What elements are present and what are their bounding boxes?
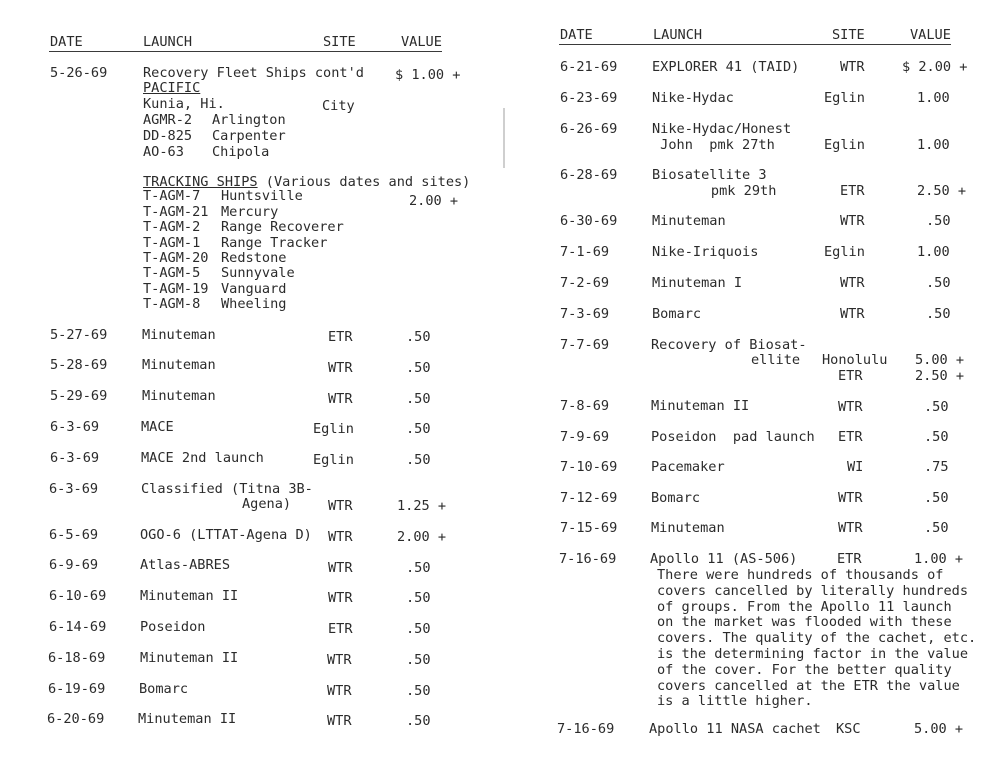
row-value: .50 xyxy=(406,621,431,637)
row-site: WTR xyxy=(327,683,352,699)
row-launch: Nike-Hydac xyxy=(652,90,734,106)
entry-launch: Recovery Fleet Ships cont'd xyxy=(143,65,364,81)
row-value: .50 xyxy=(406,329,431,345)
ship-code: T-AGM-7 xyxy=(143,188,201,204)
row-date: 6-14-69 xyxy=(49,619,107,635)
row-value: 1.00 + xyxy=(914,551,964,567)
row-date: 7-16-69 xyxy=(557,721,615,737)
row-site: Honolulu xyxy=(822,352,888,368)
row-date: 6-28-69 xyxy=(560,167,618,183)
ship-code: T-AGM-2 xyxy=(143,219,201,235)
row-value: .75 xyxy=(924,459,949,475)
row-launch: Recovery of Biosat- xyxy=(651,337,807,353)
row-date: 7-8-69 xyxy=(560,398,610,414)
row-site: ETR xyxy=(837,551,862,567)
row-value: .50 xyxy=(924,490,949,506)
row-date: 6-23-69 xyxy=(560,90,618,106)
header-rule xyxy=(559,44,951,45)
row-value: .50 xyxy=(406,713,431,729)
row-date: 7-10-69 xyxy=(560,459,618,475)
header-site: SITE xyxy=(323,34,356,50)
kunia-site: City xyxy=(322,98,355,114)
row-launch: Poseidon xyxy=(140,619,206,635)
row-launch: EXPLORER 41 (TAID) xyxy=(652,59,800,75)
row-date: 7-9-69 xyxy=(560,429,610,445)
row-launch-cont: Agena) xyxy=(242,496,292,512)
row-launch: MACE 2nd launch xyxy=(141,450,264,466)
row-value: 1.00 xyxy=(917,90,950,106)
header-value: VALUE xyxy=(401,34,442,50)
ship-code: T-AGM-20 xyxy=(143,250,209,266)
row-date: 7-2-69 xyxy=(560,275,610,291)
row-launch: Minuteman xyxy=(142,357,216,373)
row-site: WTR xyxy=(328,360,353,376)
row-date: 6-10-69 xyxy=(49,588,107,604)
row-site: WTR xyxy=(328,560,353,576)
row-launch-cont: ellite xyxy=(751,352,801,368)
ship-name: Arlington xyxy=(212,112,286,128)
ship-code: T-AGM-5 xyxy=(143,265,201,281)
row-date: 6-19-69 xyxy=(48,681,106,697)
header-date: DATE xyxy=(560,27,593,43)
row-date: 7-3-69 xyxy=(560,306,610,322)
row-date: 6-26-69 xyxy=(560,121,618,137)
row-date: 6-20-69 xyxy=(47,711,105,727)
ship-name: Vanguard xyxy=(221,281,287,297)
row-value: .50 xyxy=(406,421,431,437)
row-site: WTR xyxy=(840,275,865,291)
row-date: 6-30-69 xyxy=(560,213,618,229)
row-launch: OGO-6 (LTTAT-Agena D) xyxy=(140,527,312,543)
header-launch: LAUNCH xyxy=(653,27,703,43)
row-date: 7-1-69 xyxy=(560,244,610,260)
ship-name: Redstone xyxy=(221,250,287,266)
row-site: WTR xyxy=(838,399,863,415)
row-site: Eglin xyxy=(313,421,354,437)
row-value: .50 xyxy=(406,683,431,699)
row-launch: Poseidon pad launch xyxy=(651,429,815,445)
row-launch-cont: pmk 29th xyxy=(670,183,777,199)
row-launch: Nike-Hydac/Honest xyxy=(652,121,792,137)
row-value: .50 xyxy=(926,213,951,229)
ship-name: Range Recoverer xyxy=(221,219,344,235)
row-site: WTR xyxy=(838,490,863,506)
row-value: 1.00 xyxy=(917,137,950,153)
row-value: 1.00 xyxy=(917,244,950,260)
row-date: 5-27-69 xyxy=(50,327,108,343)
row-site: WTR xyxy=(328,590,353,606)
ship-name: Wheeling xyxy=(221,296,287,312)
row-value: .50 xyxy=(406,452,431,468)
row-launch: Classified (Titna 3B- xyxy=(141,481,313,497)
row-site: WTR xyxy=(327,652,352,668)
row-launch: Bomarc xyxy=(652,306,702,322)
ship-name: Huntsville xyxy=(221,188,303,204)
tracking-value: 2.00 + xyxy=(409,193,459,209)
row-launch: Minuteman xyxy=(651,520,725,536)
row-site: WTR xyxy=(328,391,353,407)
header-rule xyxy=(49,51,442,52)
row-launch: Apollo 11 (AS-506) xyxy=(650,551,798,567)
row-value: .50 xyxy=(406,652,431,668)
ship-code: AO-63 xyxy=(143,144,184,160)
row-value: .50 xyxy=(926,306,951,322)
row-date: 7-15-69 xyxy=(560,520,618,536)
row-date: 6-18-69 xyxy=(48,650,106,666)
row-date: 7-7-69 xyxy=(560,337,610,353)
tracking-note: (Various dates and sites) xyxy=(257,174,471,190)
row-site-second: ETR xyxy=(838,368,863,384)
row-value: .50 xyxy=(924,399,949,415)
row-launch: MACE xyxy=(141,419,174,435)
row-site: ETR xyxy=(328,329,353,345)
ship-name: Carpenter xyxy=(212,128,286,144)
apollo-note: There were hundreds of thousands of covers cancelled by literally hundreds of groups. From the Apollo 11 launch on the market was flooded with these covers. The quality of the cachet, etc. is the determining factor in the value of the cover. For the better quality covers cancelled at the ETR the value is a little higher. xyxy=(657,567,977,710)
row-site: WTR xyxy=(328,498,353,514)
row-value: 1.25 + xyxy=(397,498,447,514)
row-date: 6-3-69 xyxy=(50,450,100,466)
row-site: WTR xyxy=(327,713,352,729)
kunia-location: Kunia, Hi. xyxy=(143,96,225,112)
row-value: .50 xyxy=(406,590,431,606)
row-value: 5.00 + xyxy=(914,721,964,737)
ship-code: T-AGM-21 xyxy=(143,204,209,220)
row-site: WTR xyxy=(840,306,865,322)
entry-value: $ 1.00 + xyxy=(395,67,461,83)
row-site: ETR xyxy=(840,183,865,199)
ship-code: T-AGM-19 xyxy=(143,281,209,297)
ship-code: T-AGM-1 xyxy=(143,235,201,251)
row-value: .50 xyxy=(406,391,431,407)
row-site: KSC xyxy=(836,721,861,737)
ship-code: DD-825 xyxy=(143,128,193,144)
ship-name: Chipola xyxy=(212,144,270,160)
row-launch: Apollo 11 NASA cachet xyxy=(649,721,821,737)
row-value: 5.00 + xyxy=(915,352,965,368)
row-launch: Pacemaker xyxy=(651,459,725,475)
row-launch: Minuteman II xyxy=(651,398,750,414)
ship-code: AGMR-2 xyxy=(143,112,193,128)
row-date: 6-3-69 xyxy=(49,481,99,497)
row-site: Eglin xyxy=(824,137,865,153)
row-launch: Nike-Iriquois xyxy=(652,244,759,260)
row-launch: Bomarc xyxy=(139,681,189,697)
row-launch: Minuteman xyxy=(652,213,726,229)
row-date: 5-29-69 xyxy=(50,388,108,404)
tracking-title: TRACKING SHIPS xyxy=(143,174,258,190)
row-launch: Minuteman xyxy=(142,327,216,343)
row-value: 2.00 + xyxy=(397,529,447,545)
header-site: SITE xyxy=(832,27,865,43)
row-site: WTR xyxy=(840,59,865,75)
row-date: 6-21-69 xyxy=(560,59,618,75)
row-value: $ 2.00 + xyxy=(902,59,968,75)
row-value: .50 xyxy=(924,520,949,536)
ship-code: T-AGM-8 xyxy=(143,296,201,312)
entry-date: 5-26-69 xyxy=(50,65,108,81)
row-site: ETR xyxy=(838,429,863,445)
region-heading: PACIFIC xyxy=(143,80,201,96)
row-launch: Minuteman I xyxy=(652,275,743,291)
row-site: WTR xyxy=(840,213,865,229)
row-site: WTR xyxy=(838,520,863,536)
row-value: .50 xyxy=(926,275,951,291)
row-site: Eglin xyxy=(313,452,354,468)
row-value: .50 xyxy=(924,429,949,445)
row-site: WI xyxy=(847,459,864,475)
row-date: 6-3-69 xyxy=(50,419,100,435)
row-launch: Minuteman II xyxy=(138,711,237,727)
row-value: .50 xyxy=(406,360,431,376)
row-date: 6-5-69 xyxy=(49,527,99,543)
scan-mark xyxy=(503,108,505,168)
ship-name: Mercury xyxy=(221,204,279,220)
ship-name: Sunnyvale xyxy=(221,265,295,281)
row-launch: Bomarc xyxy=(651,490,701,506)
row-launch: Minuteman II xyxy=(140,588,239,604)
row-site: ETR xyxy=(328,621,353,637)
ship-name: Range Tracker xyxy=(221,235,328,251)
row-value: .50 xyxy=(406,560,431,576)
header-date: DATE xyxy=(50,34,83,50)
row-date: 5-28-69 xyxy=(50,357,108,373)
row-date: 6-9-69 xyxy=(49,557,99,573)
row-date: 7-16-69 xyxy=(559,551,617,567)
row-launch-cont: John pmk 27th xyxy=(652,137,775,153)
header-value: VALUE xyxy=(910,27,951,43)
row-site: Eglin xyxy=(824,90,865,106)
header-launch: LAUNCH xyxy=(143,34,193,50)
row-value: 2.50 + xyxy=(917,183,967,199)
row-launch: Atlas-ABRES xyxy=(140,557,231,573)
row-launch: Minuteman xyxy=(142,388,216,404)
row-site: Eglin xyxy=(824,244,865,260)
row-site: WTR xyxy=(328,529,353,545)
row-value-second: 2.50 + xyxy=(915,368,965,384)
row-date: 7-12-69 xyxy=(560,490,618,506)
row-launch: Minuteman II xyxy=(140,650,239,666)
row-launch: Biosatellite 3 xyxy=(652,167,767,183)
